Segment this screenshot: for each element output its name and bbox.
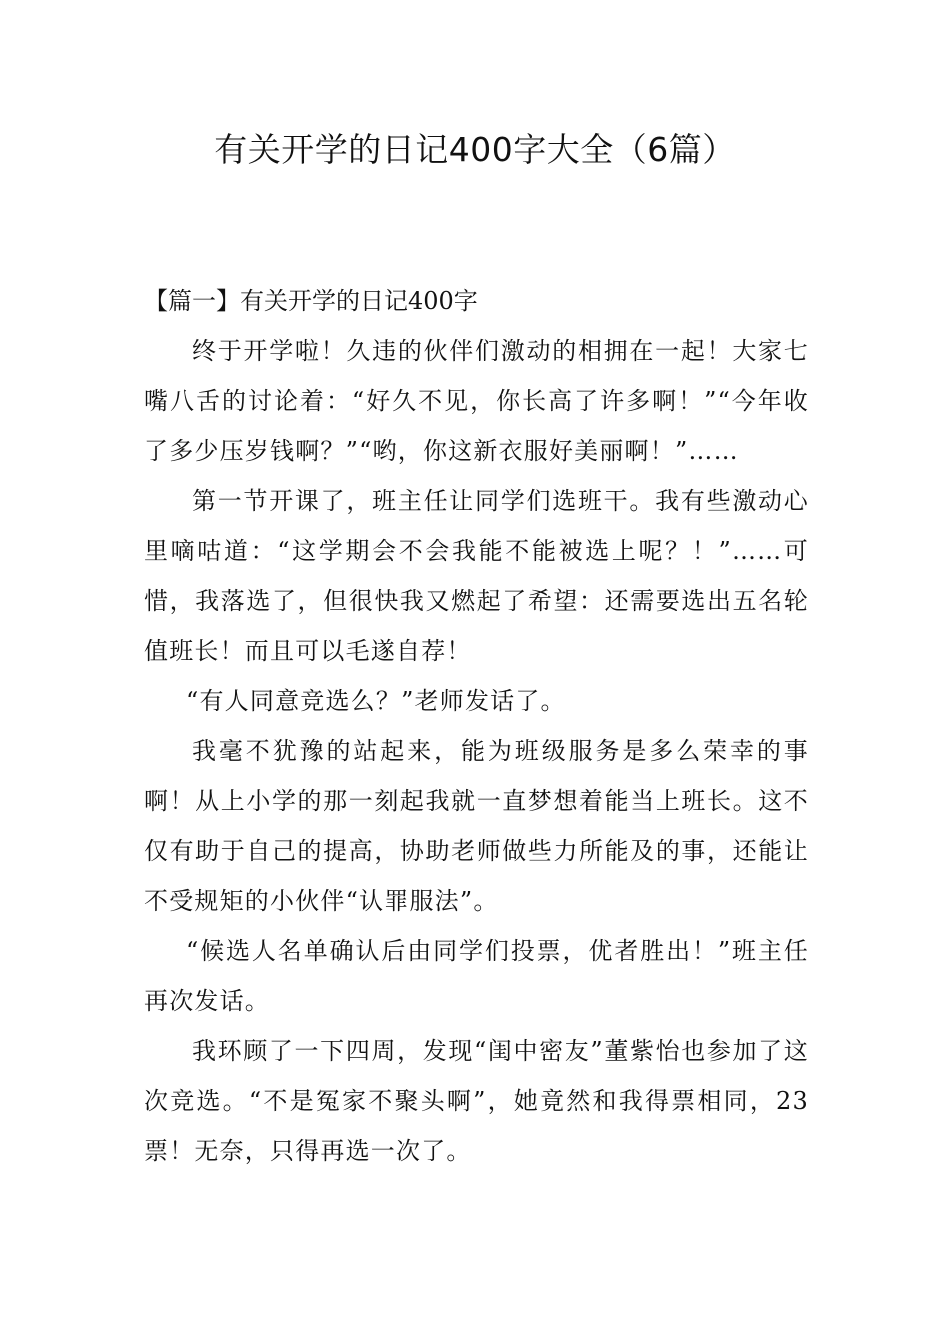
paragraph-1: 终于开学啦！久违的伙伴们激动的相拥在一起！大家七嘴八舌的讨论着：“好久不见，你长高了许多啊！”“今年收了多少压岁钱啊？”“哟，你这新衣服好美丽啊！”…… <box>144 337 809 465</box>
paragraph-3: “有人同意竞选么？”老师发话了。 <box>186 687 566 715</box>
document-body <box>144 276 809 1176</box>
paragraph-2: 第一节开课了，班主任让同学们选班干。我有些激动心里嘀咕道：“这学期会不会我能不能被选上呢？！”……可惜，我落选了，但很快我又燃起了希望：还需要选出五名轮值班长！而且可以毛遂自荐！ <box>144 487 809 665</box>
section-heading: 【篇一】有关开学的日记400字 <box>144 287 478 315</box>
paragraph-5: “候选人名单确认后由同学们投票，优者胜出！”班主任再次发话。 <box>144 937 809 1015</box>
paragraph-6: 我环顾了一下四周，发现“闺中密友”董紫怡也参加了这次竞选。“不是冤家不聚头啊”，她竟然和我得票相同，23票！无奈，只得再选一次了。 <box>144 1037 809 1165</box>
paragraph-4: 我毫不犹豫的站起来，能为班级服务是多么荣幸的事啊！从上小学的那一刻起我就一直梦想着能当上班长。这不仅有助于自己的提高，协助老师做些力所能及的事，还能让不受规矩的小伙伴“认罪服法”。 <box>144 737 809 915</box>
document-title: 有关开学的日记400字大全（6篇） <box>214 130 736 169</box>
